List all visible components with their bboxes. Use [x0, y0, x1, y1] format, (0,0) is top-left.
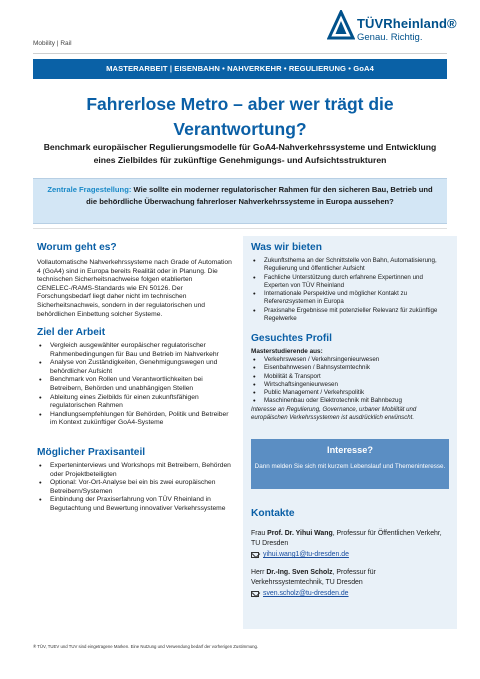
- list-item: • Wirtschaftsingenieurwesen: [251, 381, 449, 389]
- list-item: • Mobilität & Transport: [251, 373, 449, 381]
- list-item: • Praxisnahe Ergebnisse mit potenzieller Relevanz für zukünftige Regelwerke: [251, 307, 449, 324]
- contact-2-email-link[interactable]: sven.scholz@tu-dresden.de: [263, 590, 349, 597]
- tuv-logo: [327, 10, 462, 44]
- contact-2-prefix: Herr: [251, 569, 267, 576]
- contact-1-prefix: Frau: [251, 530, 268, 537]
- worum-section: [37, 242, 235, 319]
- page-title: Fahrerlose Metro – aber wer trägt die Verantwortung?: [86, 94, 394, 139]
- list-item: • Benchmark von Rollen und Verantwortlichkeiten bei Betreibern, Behörden und unabhängigen Stellen: [37, 376, 235, 393]
- list-item: • Verkehrswesen / Verkehrsingenieurwesen: [251, 356, 449, 364]
- profil-subheading: Masterstudierende aus:: [251, 348, 323, 355]
- worum-heading: Worum geht es?: [37, 242, 117, 253]
- list-item: • Handlungsempfehlungen für Behörden, Politik und Betreiber im Kontext zukünftiger GoA4-Systeme: [37, 411, 235, 428]
- page-subtitle: Benchmark europäischer Regulierungsmodelle für GoA4-Nahverkehrssysteme und Entwicklung eines Zielbildes für zukünftige Genehmigungs- und Aufsichtsstrukturen: [43, 142, 437, 165]
- list-item: • Ableitung eines Zielbilds für einen zukunftsfähigen regulatorischen Rahmen: [37, 394, 235, 411]
- list-item: • Einbindung der Praxiserfahrung von TÜV Rheinland in Begutachtung und Bewertung innovativer Verkehrssysteme: [37, 496, 235, 513]
- list-item: • Optional: Vor-Ort-Analyse bei ein bis zwei europäischen Betreibern/Systemen: [37, 479, 235, 496]
- trademark-footnote: ® TÜV, TUEV und TUV sind eingetragene Marken. Eine Nutzung und Verwendung bedarf der vorherigen Zustimmung.: [33, 644, 259, 649]
- central-question-box: [33, 178, 447, 224]
- logo-brand: TÜVRheinland®: [357, 16, 457, 31]
- question-text: Wie sollte ein moderner regulatorischer Rahmen für den sicheren Bau, Betrieb und die behördliche Überwachung fahrerloser Nahverkehrssysteme in Europa aussehen?: [86, 185, 433, 206]
- contact-2-name: Dr.-Ing. Sven Scholz: [266, 569, 333, 576]
- list-item: • Zukunftsthema an der Schnittstelle von Bahn, Automatisierung, Regulierung und öffentlicher Aufsicht: [251, 257, 449, 274]
- bieten-list: [251, 257, 449, 323]
- category-label: Mobility | Rail: [33, 40, 72, 47]
- question-label: Zentrale Fragestellung:: [47, 185, 132, 194]
- worum-text: Vollautomatische Nahverkehrssysteme nach Grade of Automation 4 (GoA4) sind in Europa bereits Realität oder in Planung. Die technischen Sicherheitsnachweise folgen etablierten CENELEC-/RAMS-Standards wie EN 50126. Der Forschungsbedarf liegt daher nicht im technischen Sicherheitsnachweis, sondern in der regulatorischen und behördlichen Einbettung solcher Systeme.: [37, 259, 232, 318]
- left-column: [33, 236, 237, 616]
- bieten-section: [251, 242, 449, 323]
- contact-2-role: , Professur für Verkehrssystemtechnik, TU Dresden: [251, 569, 376, 586]
- praxis-list: [37, 462, 235, 514]
- profil-section: [251, 333, 449, 422]
- profil-note: Interesse an Regulierung, Governance, urbaner Mobilität und europäischen Verkehrssystemen ist ausdrücklich erwünscht.: [251, 405, 417, 421]
- contact-1-email-link[interactable]: yihui.wang1@tu-dresden.de: [263, 551, 349, 558]
- tuv-triangle-icon: [327, 10, 355, 40]
- contact-2-email-row: [251, 590, 449, 597]
- header-divider: [33, 53, 447, 54]
- ziel-heading: Ziel der Arbeit: [37, 327, 106, 338]
- list-item: • Internationale Perspektive und möglicher Kontakt zu Referenzsystemen in Europa: [251, 290, 449, 307]
- section-divider: [33, 228, 447, 229]
- profil-heading: Gesuchtes Profil: [251, 333, 332, 344]
- list-item: • Maschinenbau oder Elektrotechnik mit Bahnbezug: [251, 397, 449, 405]
- kontakte-heading: Kontakte: [251, 508, 295, 519]
- interest-text: Dann melden Sie sich mit kurzem Lebenslauf und Themeninteresse.: [254, 463, 446, 470]
- profil-list: [251, 356, 449, 406]
- bieten-heading: Was wir bieten: [251, 242, 322, 253]
- ziel-list: [37, 342, 235, 428]
- contact-1-name: Prof. Dr. Yihui Wang: [267, 530, 333, 537]
- list-item: • Eisenbahnwesen / Bahnsystemtechnik: [251, 364, 449, 372]
- contact-1-email-row: [251, 551, 449, 558]
- praxis-heading: Möglicher Praxisanteil: [37, 447, 146, 458]
- praxis-section: [37, 447, 235, 514]
- contact-2: [251, 568, 449, 588]
- envelope-icon: [251, 591, 259, 597]
- list-item: • Fachliche Unterstützung durch erfahrene Expertinnen und Experten von TÜV Rheinland: [251, 274, 449, 291]
- kontakte-section: [251, 508, 449, 597]
- list-item: • Analyse von Zuständigkeiten, Genehmigungswegen und behördlicher Aufsicht: [37, 359, 235, 376]
- interest-title: Interesse?: [327, 445, 373, 455]
- interest-box: [251, 439, 449, 489]
- envelope-icon: [251, 552, 259, 558]
- logo-tagline: Genau. Richtig.: [357, 32, 423, 43]
- ziel-section: [37, 327, 235, 428]
- list-item: • Experteninterviews und Workshops mit Betreibern, Behörden oder Projektbeteiligten: [37, 462, 235, 479]
- right-column: [243, 236, 457, 629]
- topic-banner: MASTERARBEIT | EISENBAHN • NAHVERKEHR • REGULIERUNG • GoA4: [33, 59, 447, 79]
- list-item: • Public Management / Verkehrspolitik: [251, 389, 449, 397]
- contact-1-role: , Professur für Öffentlichen Verkehr, TU Dresden: [251, 530, 442, 547]
- contact-1: [251, 529, 449, 549]
- list-item: • Vergleich ausgewählter europäischer regulatorischer Rahmenbedingungen für Bau und Betrieb im Nahverkehr: [37, 342, 235, 359]
